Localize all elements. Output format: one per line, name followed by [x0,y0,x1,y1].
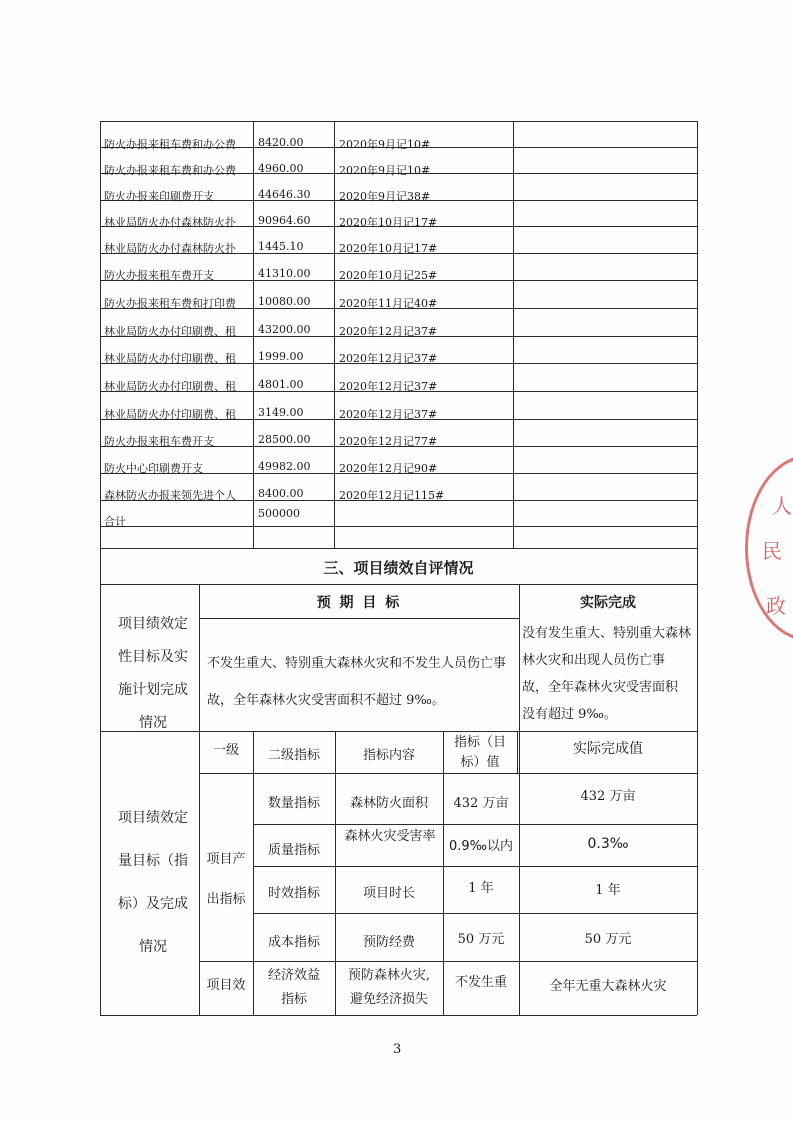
expense-voucher: 2020年10月记17# [339,216,438,229]
indicator-level2: 成本指标 [267,934,320,950]
expense-amount: 90964.60 [258,214,311,227]
expense-amount: 10080.00 [258,295,311,308]
expense-item: 林业局防火办付印刷费、租 [104,325,236,338]
actual-completion-header: 实际完成 [580,595,636,611]
qualitative-label-line: 项目绩效定 [118,616,188,632]
indicator-content: 森林火灾受害率 [344,829,436,844]
expense-amount: 3149.00 [258,406,304,419]
expense-amount: 44646.30 [258,188,311,201]
expense-voucher: 2020年12月记37# [339,325,438,338]
actual-completion-line: 林火灾和出现人员伤亡事 [522,653,666,668]
expense-amount: 4801.00 [258,378,304,391]
expense-voucher: 2020年10月记25# [339,269,438,282]
indicator-target: 432 万亩 [453,795,509,811]
seal-character: 政 [766,594,786,618]
qualitative-label-line: 施计划完成 [118,682,188,698]
indicator-target: 1 年 [468,880,494,896]
indicator-content: 森林防火面积 [349,795,428,811]
expense-item: 防火办报来租车费和办公费 [104,164,236,177]
indicator-actual: 1 年 [595,882,621,898]
expense-amount: 49982.00 [258,460,311,473]
quantitative-label-line: 量目标（指 [118,853,188,869]
indicator-level2: 数量指标 [267,795,320,811]
expense-item: 防火办报来印刷费开支 [104,190,214,203]
expected-goal-line: 不发生重大、特别重大森林火灾和不发生人员伤亡事 [207,656,507,671]
qualitative-label-line: 性目标及实 [118,649,188,665]
expense-item: 森林防火办报来领先进个人 [104,489,236,502]
expense-voucher: 2020年10月记17# [339,242,438,255]
header-target-line: 指标（目 [453,735,506,750]
header-level2: 二级指标 [267,747,320,763]
seal-character: 民 [762,539,782,563]
quantitative-label-line: 项目绩效定 [118,810,188,826]
actual-completion-line: 没有发生重大、特别重大森林 [522,626,692,641]
indicator-content: 项目时长 [362,885,415,901]
last-row-target: 不发生重 [454,974,507,990]
expense-item: 防火办报来租车费和打印费 [104,297,236,310]
expense-amount: 1999.00 [258,350,304,363]
last-row-level2-line: 经济效益 [267,968,320,983]
expense-voucher: 2020年12月记77# [339,435,438,448]
group-label-2: 项目效 [206,977,246,993]
expense-amount: 1445.10 [258,240,304,253]
expense-item: 防火中心印刷费开支 [104,462,203,475]
indicator-target: 50 万元 [457,931,505,947]
expense-voucher: 2020年12月记37# [339,408,438,421]
indicator-actual: 50 万元 [584,931,632,947]
expense-amount: 4960.00 [258,162,304,175]
expense-item: 防火办报来租车费开支 [104,435,214,448]
last-row-content-line: 避免经济损失 [349,992,428,1007]
actual-completion-line: 故，全年森林火灾受害面积 [522,680,679,695]
expense-item: 林业局防火办付森林防火扑 [104,216,236,229]
expense-item: 林业局防火办付印刷费、租 [104,352,236,365]
header-content: 指标内容 [362,747,415,763]
header-target-line: 标）值 [460,755,500,770]
expected-goal-header: 预 期 目 标 [316,595,402,611]
expense-voucher: 2020年9月记10# [339,138,431,151]
expense-voucher: 2020年11月记40# [339,297,438,310]
expense-voucher: 2020年12月记37# [339,380,438,393]
total-label: 合计 [104,515,126,528]
expense-item: 防火办报来租车费开支 [104,269,214,282]
expense-item: 林业局防火办付印刷费、租 [104,380,236,393]
section-title: 三、项目绩效自评情况 [323,558,474,577]
header-level1: 一级 [212,742,239,758]
seal-character: 人 [772,494,792,518]
expense-voucher: 2020年9月记10# [339,164,431,177]
page-number: 3 [393,1042,402,1057]
expense-amount: 43200.00 [258,323,311,336]
total-amount: 500000 [258,507,300,520]
expected-goal-line: 故，全年森林火灾受害面积不超过 9‰。 [207,693,445,708]
indicator-level2: 时效指标 [267,885,320,901]
expense-item: 林业局防火办付森林防火扑 [104,242,236,255]
indicator-level2: 质量指标 [267,842,320,858]
expense-amount: 41310.00 [258,267,311,280]
indicator-target: 0.9‰以内 [448,838,514,854]
expense-voucher: 2020年12月记115# [339,489,445,502]
last-row-level2-line: 指标 [280,992,307,1007]
last-row-content-line: 预防森林火灾, [347,968,431,983]
expense-amount: 8420.00 [258,136,304,149]
actual-completion-line: 没有超过 9‰。 [522,707,617,722]
header-actual: 实际完成值 [573,741,643,757]
quantitative-label-line: 情况 [139,939,167,955]
indicator-actual: 0.3‰ [587,836,629,852]
expense-amount: 28500.00 [258,433,311,446]
group-label-line: 出指标 [206,892,246,907]
expense-voucher: 2020年12月记90# [339,462,438,475]
expense-voucher: 2020年9月记38# [339,190,431,203]
quantitative-label-line: 标）及完成 [118,896,188,912]
expense-item: 林业局防火办付印刷费、租 [104,408,236,421]
qualitative-label-line: 情况 [139,715,167,731]
expense-item: 防火办报来租车费和办公费 [104,138,236,151]
last-row-actual: 全年无重大森林火灾 [549,978,667,994]
expense-amount: 8400.00 [258,487,304,500]
indicator-actual: 432 万亩 [580,788,636,804]
group-label-line: 项目产 [206,852,246,867]
indicator-content: 预防经费 [362,934,415,950]
expense-voucher: 2020年12月记37# [339,352,438,365]
